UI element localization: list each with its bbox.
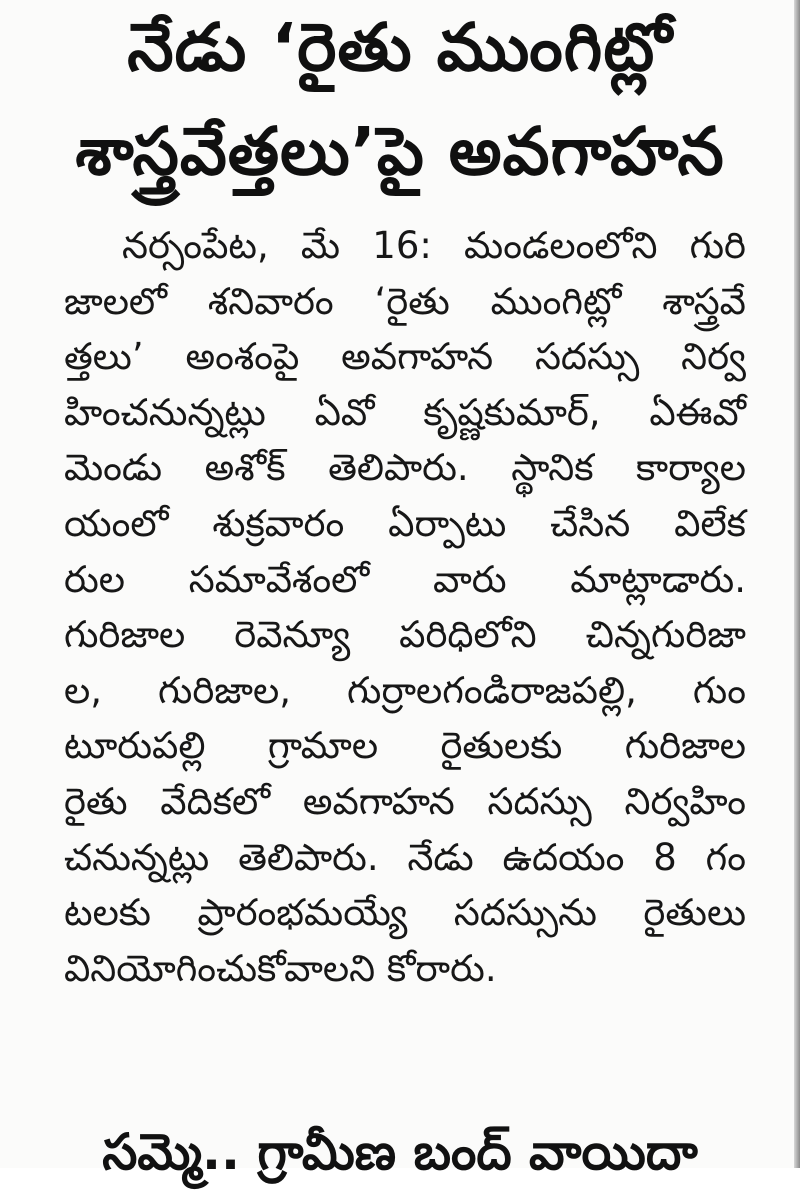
body-line: రైతు వేదికలో అవగాహన సదస్సు నిర్వహిం [64,779,746,823]
body-line: యంలో శుక్రవారం ఏర్పాటు చేసిన విలేక [64,501,746,545]
body-line: చనున్నట్లు తెలిపారు. నేడు ఉదయం 8 గం [64,835,746,879]
body-line: ల, గురిజాల, గుర్రాలగండిరాజపల్లి, గుం [64,668,746,712]
body-line: త్తలు’ అంశంపై అవగాహన సదస్సు నిర్వ [64,335,746,379]
body-line: రుల సమావేశంలో వారు మాట్లాడారు. [64,557,746,601]
body-line: మెండు అశోక్ తెలిపారు. స్థానిక కార్యాల [64,446,746,490]
article-body [64,218,746,996]
body-line: జాలలో శనివారం ‘రైతు ముంగిట్లో శాస్త్రవే [64,279,746,323]
body-line: టూరుపల్లి గ్రామాల రైతులకు గురిజాల [64,724,746,768]
next-article-headline: సమ్మె.. గ్రామీణ బంద్ వాయిదా [102,1123,698,1181]
body-line: వినియోగించుకోవాలని కోరారు. [64,946,497,990]
body-line: టలకు ప్రారంభమయ్యే సదస్సును రైతులు [64,891,746,935]
body-line: నర్సంపేట, మే 16: మండలంలోని గురి [122,224,746,267]
headline-line-2: శాస్త్రవేత్తలు’పై అవగాహన [75,113,725,190]
headline-line-1: నేడు ‘రైతు ముంగిట్లో [127,9,673,86]
body-line: హించనున్నట్లు ఏవో కృష్ణకుమార్, ఏఈవో [64,390,746,434]
column-edge-rule [794,0,800,1168]
body-line: గురిజాల రెవెన్యూ పరిధిలోని చిన్నగురిజా [64,613,746,657]
